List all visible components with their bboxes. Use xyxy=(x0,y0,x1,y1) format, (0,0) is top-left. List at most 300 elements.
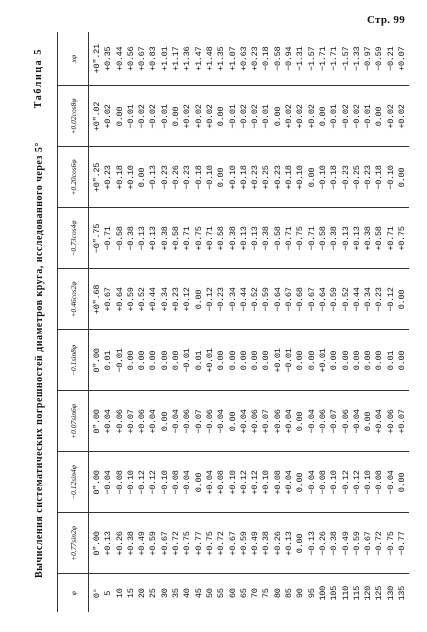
table-cell: −0.77 xyxy=(397,531,408,556)
table-cell: +0.38 xyxy=(261,531,272,556)
table-title: Вычисления систематических погрешностей диаметров круга, исследованного через 5° xyxy=(34,142,45,578)
table-cell: 0.00 xyxy=(374,106,385,127)
table-cell: +0.44 xyxy=(148,287,159,312)
table-cell: +0.77 xyxy=(193,531,204,556)
table-cell: 0".00 xyxy=(92,348,102,373)
table-cell: +1.07 xyxy=(227,46,238,71)
table-cell: +0".25 xyxy=(92,162,102,193)
table-cell: 0.00 xyxy=(171,106,182,127)
table-cell: 0.00 xyxy=(114,106,125,127)
table-cell: 0.00 xyxy=(397,350,408,371)
table-cell: +0.38 xyxy=(159,226,170,251)
table-cell: −0.21 xyxy=(385,46,396,71)
table-cell: −0.71 xyxy=(284,226,295,251)
table-cell: 30 xyxy=(159,588,170,599)
table-cell: +0.83 xyxy=(148,46,159,71)
table-cell: 100 xyxy=(317,585,328,601)
table-cell: 0.00 xyxy=(137,350,148,371)
column-values xyxy=(89,574,410,612)
table-cell: 55 xyxy=(216,588,227,599)
table-cell: +0.07 xyxy=(125,409,136,434)
table-cell: 25 xyxy=(148,588,159,599)
table-cell: +0.02 xyxy=(284,104,295,129)
column-header: −0.73cos4φ xyxy=(58,208,89,269)
table-cell: 0.00 xyxy=(397,289,408,310)
landscape-content xyxy=(29,32,409,612)
table-cell: 0.00 xyxy=(295,472,306,493)
table-cell: +0.58 xyxy=(216,226,227,251)
table-cell: −0.59 xyxy=(351,531,362,556)
table-cell: −0.71 xyxy=(103,226,114,251)
table-cell: 70 xyxy=(250,588,261,599)
table-cell: +0.44 xyxy=(114,46,125,71)
table-cell: 0.00 xyxy=(295,533,306,554)
table-cell: +0".21 xyxy=(92,44,102,74)
table-cell: 0.00 xyxy=(193,289,204,310)
table-cell: −0.10 xyxy=(125,470,136,495)
column-values xyxy=(89,330,410,391)
column-header: −0.1sin8φ xyxy=(58,330,89,391)
table-cell: +0".68 xyxy=(92,284,102,315)
table-cell: 35 xyxy=(171,588,182,599)
table-cell: −0.38 xyxy=(329,531,340,556)
table-cell: −0.12 xyxy=(385,287,396,312)
table-cell: +0.07 xyxy=(261,409,272,434)
column-values xyxy=(89,32,410,86)
table-cell: −0.26 xyxy=(317,531,328,556)
table-cell: 0.01 xyxy=(193,350,204,371)
table-cell: +0.10 xyxy=(227,470,238,495)
table-cell: −0.04 xyxy=(351,409,362,434)
table-cell: +0.10 xyxy=(261,470,272,495)
table-cell: 0.00 xyxy=(216,350,227,371)
table-cell: 0.00 xyxy=(374,350,385,371)
table-cell: +0.18 xyxy=(284,165,295,190)
table-cell: −1.71 xyxy=(317,46,328,71)
table-cell: +0.02 xyxy=(295,104,306,129)
table-cell: 0.00 xyxy=(397,472,408,493)
table-cell: 0.00 xyxy=(329,350,340,371)
table-cell: +0.23 xyxy=(171,287,182,312)
table-cell: +0.02 xyxy=(204,104,215,129)
table-cell: −0.04 xyxy=(103,470,114,495)
table-cell: 0° xyxy=(92,588,102,599)
table-cell: −0.12 xyxy=(148,470,159,495)
table-cell: 0.00 xyxy=(340,350,351,371)
table-cell: +0.12 xyxy=(250,470,261,495)
table-cell: +0.06 xyxy=(250,409,261,434)
table-cell: +0.75 xyxy=(182,531,193,556)
table-cell: −0.34 xyxy=(363,287,374,312)
table-cell: +0.06 xyxy=(114,409,125,434)
table-cell: 135 xyxy=(397,585,408,601)
table-cell: 0.00 xyxy=(171,350,182,371)
table-cell: +0.56 xyxy=(125,46,136,71)
table-cell: −0.12 xyxy=(340,470,351,495)
table-cell: 80 xyxy=(272,588,283,599)
table-cell: −0.12 xyxy=(137,470,148,495)
table-cell: +0.71 xyxy=(385,226,396,251)
table-cell: +0.72 xyxy=(216,531,227,556)
table-cell: 130 xyxy=(385,585,396,601)
table-cell: −0.10 xyxy=(159,470,170,495)
table-number: Таблица 5 xyxy=(33,48,44,109)
table-cell: −0.38 xyxy=(329,226,340,251)
table-cell: +0.67 xyxy=(103,287,114,312)
table-cell: −0".75 xyxy=(92,223,102,254)
table-cell: 0".00 xyxy=(92,409,102,434)
table-cell: +0.58 xyxy=(171,226,182,251)
table-cell: −0.68 xyxy=(295,287,306,312)
table-cell: −0.58 xyxy=(272,46,283,71)
table-cell: +0.23 xyxy=(103,165,114,190)
table-cell: +1.35 xyxy=(216,46,227,71)
table-cell: −0.59 xyxy=(261,287,272,312)
table-cell: +0.67 xyxy=(227,531,238,556)
table-cell: 0.00 xyxy=(272,106,283,127)
table-cell: −0.01 xyxy=(227,104,238,129)
table-cell: 65 xyxy=(238,588,249,599)
table-cell: −0.49 xyxy=(340,531,351,556)
table-cell: 15 xyxy=(125,588,136,599)
table-cell: 125 xyxy=(374,585,385,601)
table-cell: +0.04 xyxy=(103,409,114,434)
table-cell: +0.08 xyxy=(272,470,283,495)
table-cell: +0.52 xyxy=(137,287,148,312)
column-values xyxy=(89,391,410,452)
table-cell: −1.57 xyxy=(306,46,317,71)
table-cell: +0.26 xyxy=(272,531,283,556)
table-cell: +0.01 xyxy=(272,348,283,373)
table-cell: +0.35 xyxy=(103,46,114,71)
table-cell: −0.06 xyxy=(204,409,215,434)
table-cell: 0.00 xyxy=(295,350,306,371)
table-cell: −0.25 xyxy=(351,165,362,190)
table-cell: −0.58 xyxy=(272,226,283,251)
table-cell: −0.04 xyxy=(182,470,193,495)
table-cell: 0".00 xyxy=(92,470,102,495)
table-cell: 110 xyxy=(340,585,351,601)
table-cell: +0.59 xyxy=(148,531,159,556)
table-cell: −0.10 xyxy=(385,165,396,190)
table-cell: −1.33 xyxy=(351,46,362,71)
table-cell: −0.01 xyxy=(125,104,136,129)
table-cell: 95 xyxy=(306,588,317,599)
table-cell: −0.01 xyxy=(284,348,295,373)
table-cell: +1.36 xyxy=(182,46,193,71)
table-cell: +0.75 xyxy=(397,226,408,251)
table-cell: −0.71 xyxy=(306,226,317,251)
table-cell: +0.10 xyxy=(125,165,136,190)
table-cell: +1.47 xyxy=(193,46,204,71)
table-cell: +0.02 xyxy=(397,104,408,129)
table-cell: +0.01 xyxy=(317,348,328,373)
table-cell: +0.10 xyxy=(295,165,306,190)
table-cell: −0.13 xyxy=(340,226,351,251)
table-cell: −0.02 xyxy=(137,104,148,129)
table-cell: −0.08 xyxy=(171,470,182,495)
table-cell: 85 xyxy=(284,588,295,599)
table-cell: −0.04 xyxy=(171,409,182,434)
table-cell: +0.04 xyxy=(284,470,295,495)
table-cell: 0.00 xyxy=(238,350,249,371)
table-caption xyxy=(29,32,55,612)
table-cell: −0.23 xyxy=(216,287,227,312)
table-cell: −1.71 xyxy=(329,46,340,71)
table-cell: 0.00 xyxy=(261,350,272,371)
table-cell: −0.02 xyxy=(250,104,261,129)
table-cell: +0.59 xyxy=(125,287,136,312)
table-cell: +0.49 xyxy=(137,531,148,556)
table-cell: +0.23 xyxy=(250,165,261,190)
table-cell: −0.06 xyxy=(182,409,193,434)
table-cell: −0.64 xyxy=(317,287,328,312)
table-cell: +0.67 xyxy=(137,46,148,71)
table-cell: +0.75 xyxy=(204,531,215,556)
column-values xyxy=(89,86,410,147)
table-cell: −0.72 xyxy=(374,531,385,556)
table-cell: −0.23 xyxy=(340,165,351,190)
table-cell: 75 xyxy=(261,588,272,599)
table-cell: 0.00 xyxy=(159,350,170,371)
table-cell: +0.13 xyxy=(284,531,295,556)
table-cell: +0.38 xyxy=(125,531,136,556)
table-cell: −0.01 xyxy=(159,104,170,129)
page-number: Стр. 99 xyxy=(366,14,405,26)
table-cell: 60 xyxy=(227,588,238,599)
table-cell: −0.23 xyxy=(374,287,385,312)
table-body-row xyxy=(89,32,410,612)
table-cell: −0.44 xyxy=(351,287,362,312)
table-cell: −0.18 xyxy=(374,165,385,190)
table-cell: +0.07 xyxy=(397,409,408,434)
table-cell: +0.38 xyxy=(363,226,374,251)
table-cell: 0.00 xyxy=(250,350,261,371)
table-cell: 105 xyxy=(329,585,340,601)
table-cell: 0.00 xyxy=(216,106,227,127)
table-cell: −0.26 xyxy=(171,165,182,190)
table-cell: −0.01 xyxy=(329,104,340,129)
table-cell: +0.06 xyxy=(385,409,396,434)
table-cell: +0.02 xyxy=(182,104,193,129)
table-cell: −0.38 xyxy=(261,226,272,251)
column-values xyxy=(89,452,410,513)
table-cell: +0.18 xyxy=(114,165,125,190)
table-cell: +0.38 xyxy=(227,226,238,251)
table-cell: +0.04 xyxy=(284,409,295,434)
table-cell: 0.00 xyxy=(306,167,317,188)
table-cell: −0.38 xyxy=(125,226,136,251)
table-cell: −0.44 xyxy=(238,287,249,312)
table-cell: −0.97 xyxy=(363,46,374,71)
table-cell: −0.18 xyxy=(193,165,204,190)
table-cell: +0.58 xyxy=(374,226,385,251)
table-cell: +0.63 xyxy=(238,46,249,71)
table-cell: −0.13 xyxy=(137,226,148,251)
table-cell: −0.04 xyxy=(306,409,317,434)
error-table xyxy=(57,32,409,612)
table-cell: −0.58 xyxy=(317,226,328,251)
table-cell: +0.12 xyxy=(238,470,249,495)
table-cell: −0.02 xyxy=(351,104,362,129)
table-cell: −0.10 xyxy=(317,165,328,190)
table-cell: +0.07 xyxy=(397,46,408,71)
column-header: +0.46cos2φ xyxy=(58,269,89,330)
table-cell: −0.59 xyxy=(329,287,340,312)
table-cell: +0.06 xyxy=(272,409,283,434)
table-cell: −0.18 xyxy=(329,165,340,190)
column-header: +0.07sin6φ xyxy=(58,391,89,452)
table-cell: 0.00 xyxy=(227,350,238,371)
table-cell: +0.49 xyxy=(250,531,261,556)
table-cell: −0.23 xyxy=(159,165,170,190)
table-cell: +0.02 xyxy=(385,104,396,129)
table-cell: +0.71 xyxy=(182,226,193,251)
table-cell: −0.12 xyxy=(351,470,362,495)
table-cell: −0.75 xyxy=(385,531,396,556)
table-cell: −1.31 xyxy=(295,46,306,71)
table-cell: −0.12 xyxy=(204,287,215,312)
table-cell: 0.00 xyxy=(159,411,170,432)
table-cell: 0.00 xyxy=(397,167,408,188)
table-cell: −0.75 xyxy=(295,226,306,251)
table-cell: −0.13 xyxy=(306,531,317,556)
table-cell: −0.58 xyxy=(114,226,125,251)
table-cell: 0.00 xyxy=(351,350,362,371)
table-cell: −0.52 xyxy=(340,287,351,312)
table-cell: −0.13 xyxy=(250,226,261,251)
table-cell: −0.02 xyxy=(340,104,351,129)
table-cell: 0".00 xyxy=(92,531,102,556)
column-header: +0.20cos6φ xyxy=(58,147,89,208)
table-cell: +1.01 xyxy=(159,46,170,71)
table-cell: +0.23 xyxy=(272,165,283,190)
table-cell: +0.01 xyxy=(204,348,215,373)
table-cell: −0.34 xyxy=(227,287,238,312)
table-cell: 50 xyxy=(204,588,215,599)
table-cell: 10 xyxy=(114,588,125,599)
table-cell: +0.75 xyxy=(193,226,204,251)
table-cell: 0.00 xyxy=(363,411,374,432)
table-cell: −0.18 xyxy=(261,46,272,71)
table-cell: +0".02 xyxy=(92,101,102,132)
table-cell: +0.23 xyxy=(250,46,261,71)
rotated-table-block xyxy=(29,32,409,612)
table-cell: 5 xyxy=(103,590,114,596)
table-cell: 0.00 xyxy=(148,350,159,371)
table-cell: +0.10 xyxy=(227,165,238,190)
table-cell: 90 xyxy=(295,588,306,599)
table-cell: −0.02 xyxy=(238,104,249,129)
table-cell: −1.57 xyxy=(340,46,351,71)
table-cell: +1.17 xyxy=(171,46,182,71)
table-cell: +0.25 xyxy=(261,165,272,190)
table-cell: +0.02 xyxy=(103,104,114,129)
table-cell: 0.00 xyxy=(363,350,374,371)
table-cell: 40 xyxy=(182,588,193,599)
table-cell: −0.01 xyxy=(114,348,125,373)
table-cell: −0.07 xyxy=(329,409,340,434)
table-cell: +0.26 xyxy=(114,531,125,556)
table-cell: +0.64 xyxy=(114,287,125,312)
column-header: φ xyxy=(58,574,89,612)
table-cell: +0.04 xyxy=(238,409,249,434)
table-cell: −0.01 xyxy=(261,104,272,129)
table-cell: 0.00 xyxy=(137,167,148,188)
table-cell: −0.59 xyxy=(374,46,385,71)
table-cell: −0.67 xyxy=(306,287,317,312)
column-values xyxy=(89,147,410,208)
table-cell: +0.71 xyxy=(204,226,215,251)
table-cell: +0.02 xyxy=(193,104,204,129)
column-header: xφ xyxy=(58,32,89,86)
table-cell: −0.07 xyxy=(193,409,204,434)
table-cell: −0.64 xyxy=(272,287,283,312)
table-cell: 0.00 xyxy=(125,350,136,371)
table-cell: −0.04 xyxy=(385,470,396,495)
table-cell: −0.08 xyxy=(374,470,385,495)
table-cell: 0.00 xyxy=(317,106,328,127)
table-cell: 0.00 xyxy=(306,350,317,371)
table-cell: 0.00 xyxy=(216,167,227,188)
table-cell: 20 xyxy=(137,588,148,599)
table-cell: −0.23 xyxy=(363,165,374,190)
table-cell: +0.18 xyxy=(238,165,249,190)
table-cell: +0.72 xyxy=(171,531,182,556)
table-cell: 45 xyxy=(193,588,204,599)
column-header: +0.02cos8φ xyxy=(58,86,89,147)
table-cell: −0.52 xyxy=(250,287,261,312)
table-cell: 120 xyxy=(363,585,374,601)
table-cell: −0.23 xyxy=(182,165,193,190)
table-cell: +0.04 xyxy=(374,409,385,434)
table-cell: −0.67 xyxy=(284,287,295,312)
table-cell: −0.06 xyxy=(317,409,328,434)
table-cell: −0.06 xyxy=(340,409,351,434)
table-cell: +0.08 xyxy=(216,470,227,495)
column-header: −0.12sin4φ xyxy=(58,452,89,513)
table-cell: −0.10 xyxy=(204,165,215,190)
table-cell: +0.13 xyxy=(238,226,249,251)
table-cell: 0.00 xyxy=(295,411,306,432)
table-cell: +0.59 xyxy=(238,531,249,556)
table-cell: −0.04 xyxy=(216,409,227,434)
column-header: +0.77sin2φ xyxy=(58,513,89,574)
table-cell: 115 xyxy=(351,585,362,601)
table-cell: 0.00 xyxy=(227,411,238,432)
table-cell: −0.67 xyxy=(363,531,374,556)
table-cell: +0.67 xyxy=(159,531,170,556)
table-cell: −0.08 xyxy=(317,470,328,495)
column-values xyxy=(89,513,410,574)
column-values xyxy=(89,269,410,330)
table-cell: +0.13 xyxy=(351,226,362,251)
table-cell: +0.34 xyxy=(159,287,170,312)
table-cell: −0.10 xyxy=(329,470,340,495)
table-cell: −0.02 xyxy=(148,104,159,129)
table-cell: +0.06 xyxy=(137,409,148,434)
table-cell: 0.01 xyxy=(103,350,114,371)
table-cell: +0.13 xyxy=(148,226,159,251)
table-cell: 0.00 xyxy=(193,472,204,493)
table-cell: −0.94 xyxy=(284,46,295,71)
header-row xyxy=(58,32,89,612)
table-cell: −0.01 xyxy=(182,348,193,373)
table-cell: −0.01 xyxy=(363,104,374,129)
table-cell: −0.13 xyxy=(148,165,159,190)
table-cell: +1.48 xyxy=(204,46,215,71)
table-cell: +0.04 xyxy=(148,409,159,434)
